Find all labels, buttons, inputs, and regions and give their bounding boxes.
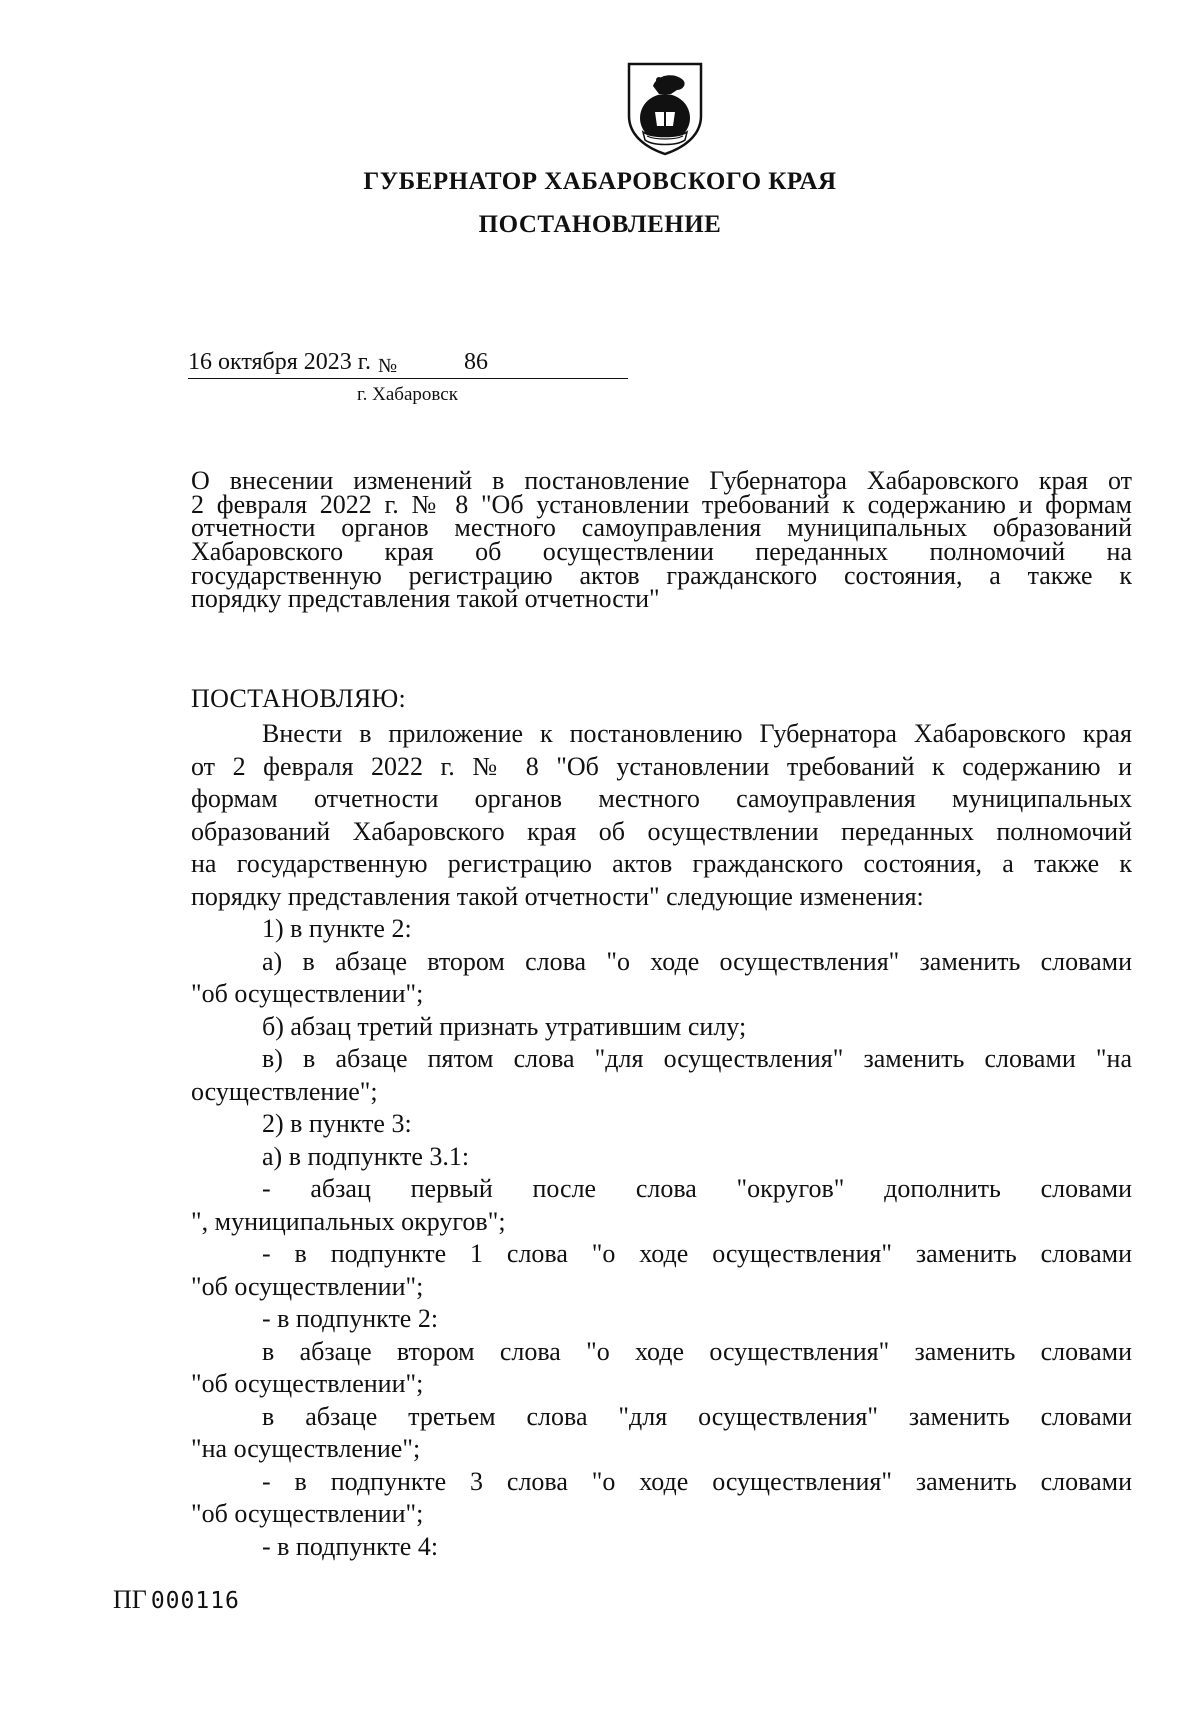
document-number: 86 (464, 349, 488, 375)
subject-line: О внесении изменений в постановление Губернатора Хабаровского края от (191, 466, 1132, 495)
body-line: "об осуществлении"; (191, 1271, 424, 1301)
document-date: 16 октября 2023 г. (188, 349, 371, 375)
body-line: образований Хабаровского края об осуществлении переданных полномочий (191, 816, 1132, 846)
subject-line: порядку представления такой отчетности" (191, 584, 660, 614)
number-sign: № (378, 355, 398, 377)
body-line: "об осуществлении"; (191, 1369, 424, 1398)
body-line: - в подпункте 3 слова "о ходе осуществления" заменить словами (262, 1466, 1132, 1496)
body-line: "об осуществлении"; (191, 1499, 424, 1528)
body-line: - в подпункте 2: (262, 1304, 439, 1333)
body-line: в абзаце третьем слова "для осуществления" заменить словами (262, 1401, 1132, 1431)
body-line: "об осуществлении"; (191, 979, 424, 1008)
body-line: - в подпункте 1 слова "о ходе осуществления" заменить словами (262, 1239, 1132, 1268)
issuing-authority: ГУБЕРНАТОР ХАБАРОВСКОГО КРАЯ (363, 168, 837, 195)
body-line: "на осуществление"; (191, 1434, 421, 1463)
body-line: а) в абзаце втором слова "о ходе осуществления" заменить словами (262, 946, 1132, 976)
body-line: ", муниципальных округов"; (191, 1206, 506, 1236)
body-line: 1) в пункте 2: (262, 914, 412, 943)
subject-line: 2 февраля 2022 г. № 8 "Об установлении требований к содержанию и формам (191, 489, 1132, 519)
serial-number: 000116 (150, 1588, 240, 1614)
serial-prefix: ПГ (113, 1585, 147, 1614)
document-type-title: ПОСТАНОВЛЕНИЕ (478, 211, 722, 238)
body-line: на государственную регистрацию актов гражданского состояния, а также к (191, 849, 1132, 878)
subject-line: Хабаровского края об осуществлении переданных полномочий на (191, 537, 1132, 567)
body-line: - абзац первый после слова "округов" дополнить словами (262, 1174, 1132, 1203)
subject-line: отчетности органов местного самоуправления муниципальных образований (191, 513, 1132, 543)
body-line: порядку представления такой отчетности" следующие изменения: (191, 881, 924, 911)
body-line: формам отчетности органов местного самоуправления муниципальных (191, 784, 1132, 813)
document-subject (191, 466, 1132, 614)
khabarovsk-krai-coat-of-arms-icon (625, 60, 705, 156)
document-body (191, 718, 1132, 1563)
coat-of-arms-emblem (625, 60, 705, 156)
body-line: - в подпункте 4: (262, 1531, 439, 1561)
body-line: в) в абзаце пятом слова "для осуществления" заменить словами "на (262, 1044, 1132, 1073)
body-line: б) абзац третий признать утратившим силу; (262, 1011, 747, 1041)
date-number-line (188, 346, 628, 379)
decree-word: ПОСТАНОВЛЯЮ: (191, 684, 407, 713)
body-line: Внести в приложение к постановлению Губернатора Хабаровского края (262, 719, 1132, 748)
body-line: а) в подпункте 3.1: (262, 1141, 470, 1171)
document-city: г. Хабаровск (357, 384, 458, 405)
body-line: 2) в пункте 3: (262, 1109, 412, 1138)
body-line: осуществление"; (191, 1076, 378, 1106)
body-line: от 2 февраля 2022 г. № 8 "Об установлении требований к содержанию и (191, 751, 1132, 781)
form-serial-number (113, 1585, 240, 1615)
subject-line: государственную регистрацию актов гражданского состояния, а также к (191, 560, 1132, 590)
body-line: в абзаце втором слова "о ходе осуществления" заменить словами (262, 1336, 1132, 1366)
